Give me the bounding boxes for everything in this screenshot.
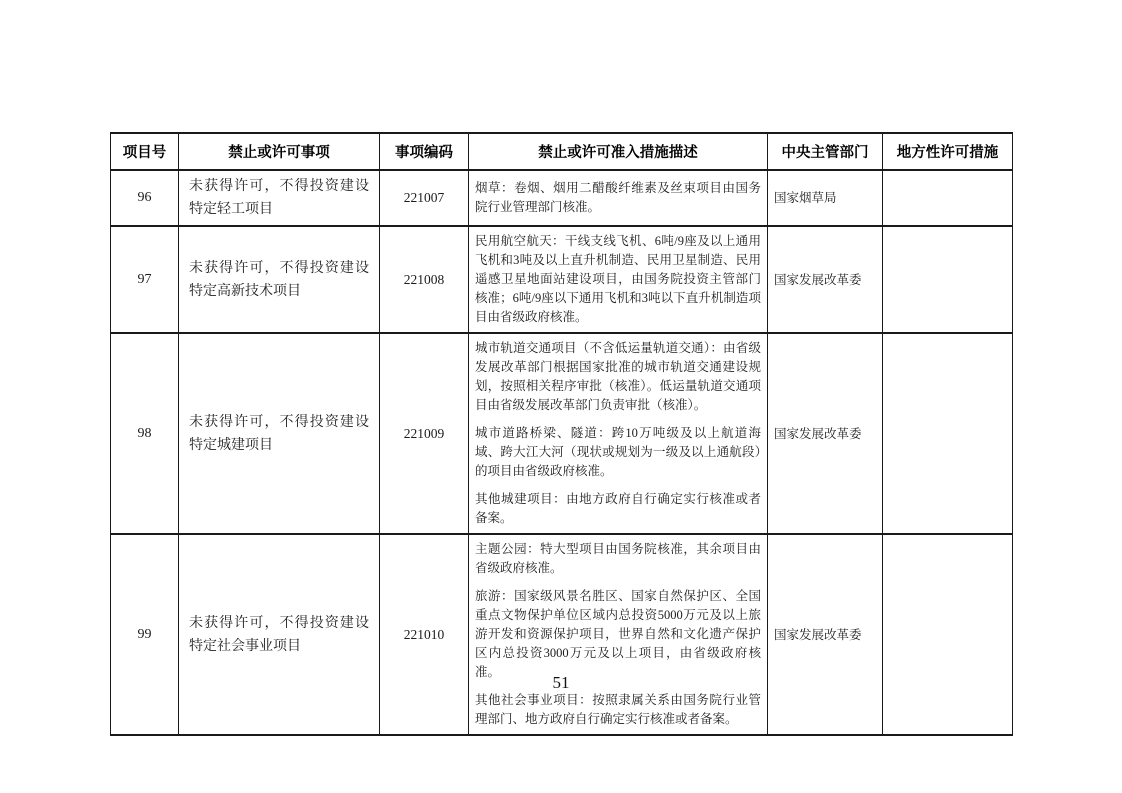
header-matter: 禁止或许可事项 bbox=[179, 133, 380, 170]
description-cell bbox=[469, 170, 768, 226]
description-paragraph: 其他城建项目：由地方政府自行确定实行核准或者备案。 bbox=[475, 492, 761, 525]
table-row bbox=[111, 226, 1013, 333]
header-local-measures: 地方性许可措施 bbox=[883, 133, 1013, 170]
description-paragraph: 其他社会事业项目：按照隶属关系由国务院行业管理部门、地方政府自行确定实行核准或者备案。 bbox=[475, 693, 761, 726]
header-description: 禁止或许可准入措施描述 bbox=[469, 133, 768, 170]
measures-table bbox=[110, 132, 1013, 736]
code-cell: 221008 bbox=[380, 226, 469, 333]
table-header-row bbox=[111, 133, 1013, 170]
code-cell: 221007 bbox=[380, 170, 469, 226]
header-code: 事项编码 bbox=[380, 133, 469, 170]
description-cell bbox=[469, 333, 768, 534]
description-cell bbox=[469, 534, 768, 735]
project-number-cell: 99 bbox=[111, 534, 179, 735]
central-department-cell: 国家发展改革委 bbox=[768, 534, 883, 735]
project-number-cell: 97 bbox=[111, 226, 179, 333]
table-body bbox=[111, 170, 1013, 735]
local-measures-cell bbox=[883, 333, 1013, 534]
project-number-cell: 98 bbox=[111, 333, 179, 534]
local-measures-cell bbox=[883, 226, 1013, 333]
description-paragraph: 主题公园：特大型项目由国务院核准，其余项目由省级政府核准。 bbox=[475, 542, 761, 575]
description-paragraph: 旅游：国家级风景名胜区、国家自然保护区、全国重点文物保护单位区域内总投资5000万元及以上旅游开发和资源保护项目，世界自然和文化遗产保护区内总投资3000万元及以上项目，由省级政府核准。 bbox=[475, 589, 761, 679]
header-project-number: 项目号 bbox=[111, 133, 179, 170]
header-central-department: 中央主管部门 bbox=[768, 133, 883, 170]
central-department-cell: 国家发展改革委 bbox=[768, 333, 883, 534]
code-cell: 221009 bbox=[380, 333, 469, 534]
matter-cell: 未获得许可，不得投资建设特定城建项目 bbox=[179, 333, 380, 534]
local-measures-cell bbox=[883, 170, 1013, 226]
local-measures-cell bbox=[883, 534, 1013, 735]
matter-cell: 未获得许可，不得投资建设特定高新技术项目 bbox=[179, 226, 380, 333]
table-row bbox=[111, 534, 1013, 735]
page-number: 51 bbox=[552, 673, 570, 692]
project-number-cell: 96 bbox=[111, 170, 179, 226]
table-row bbox=[111, 333, 1013, 534]
description-paragraph: 城市轨道交通项目（不含低运量轨道交通）：由省级发展改革部门根据国家批准的城市轨道交通建设规划，按照相关程序审批（核准）。低运量轨道交通项目由省级发展改革部门负责审批（核准）。 bbox=[475, 341, 761, 412]
matter-cell: 未获得许可，不得投资建设特定社会事业项目 bbox=[179, 534, 380, 735]
matter-cell: 未获得许可，不得投资建设特定轻工项目 bbox=[179, 170, 380, 226]
description-paragraph: 烟草：卷烟、烟用二醋酸纤维素及丝束项目由国务院行业管理部门核准。 bbox=[475, 181, 761, 214]
central-department-cell: 国家发展改革委 bbox=[768, 226, 883, 333]
description-paragraph: 城市道路桥梁、隧道：跨10万吨级及以上航道海域、跨大江大河（现状或规划为一级及以上通航段）的项目由省级政府核准。 bbox=[475, 426, 761, 478]
central-department-cell: 国家烟草局 bbox=[768, 170, 883, 226]
code-cell: 221010 bbox=[380, 534, 469, 735]
table-row bbox=[111, 170, 1013, 226]
description-cell bbox=[469, 226, 768, 333]
description-paragraph: 民用航空航天：干线支线飞机、6吨/9座及以上通用飞机和3吨及以上直升机制造、民用卫星制造、民用遥感卫星地面站建设项目，由国务院投资主管部门核准；6吨/9座以下通用飞机和3吨以下直升机制造项目由省级政府核准。 bbox=[475, 234, 761, 324]
